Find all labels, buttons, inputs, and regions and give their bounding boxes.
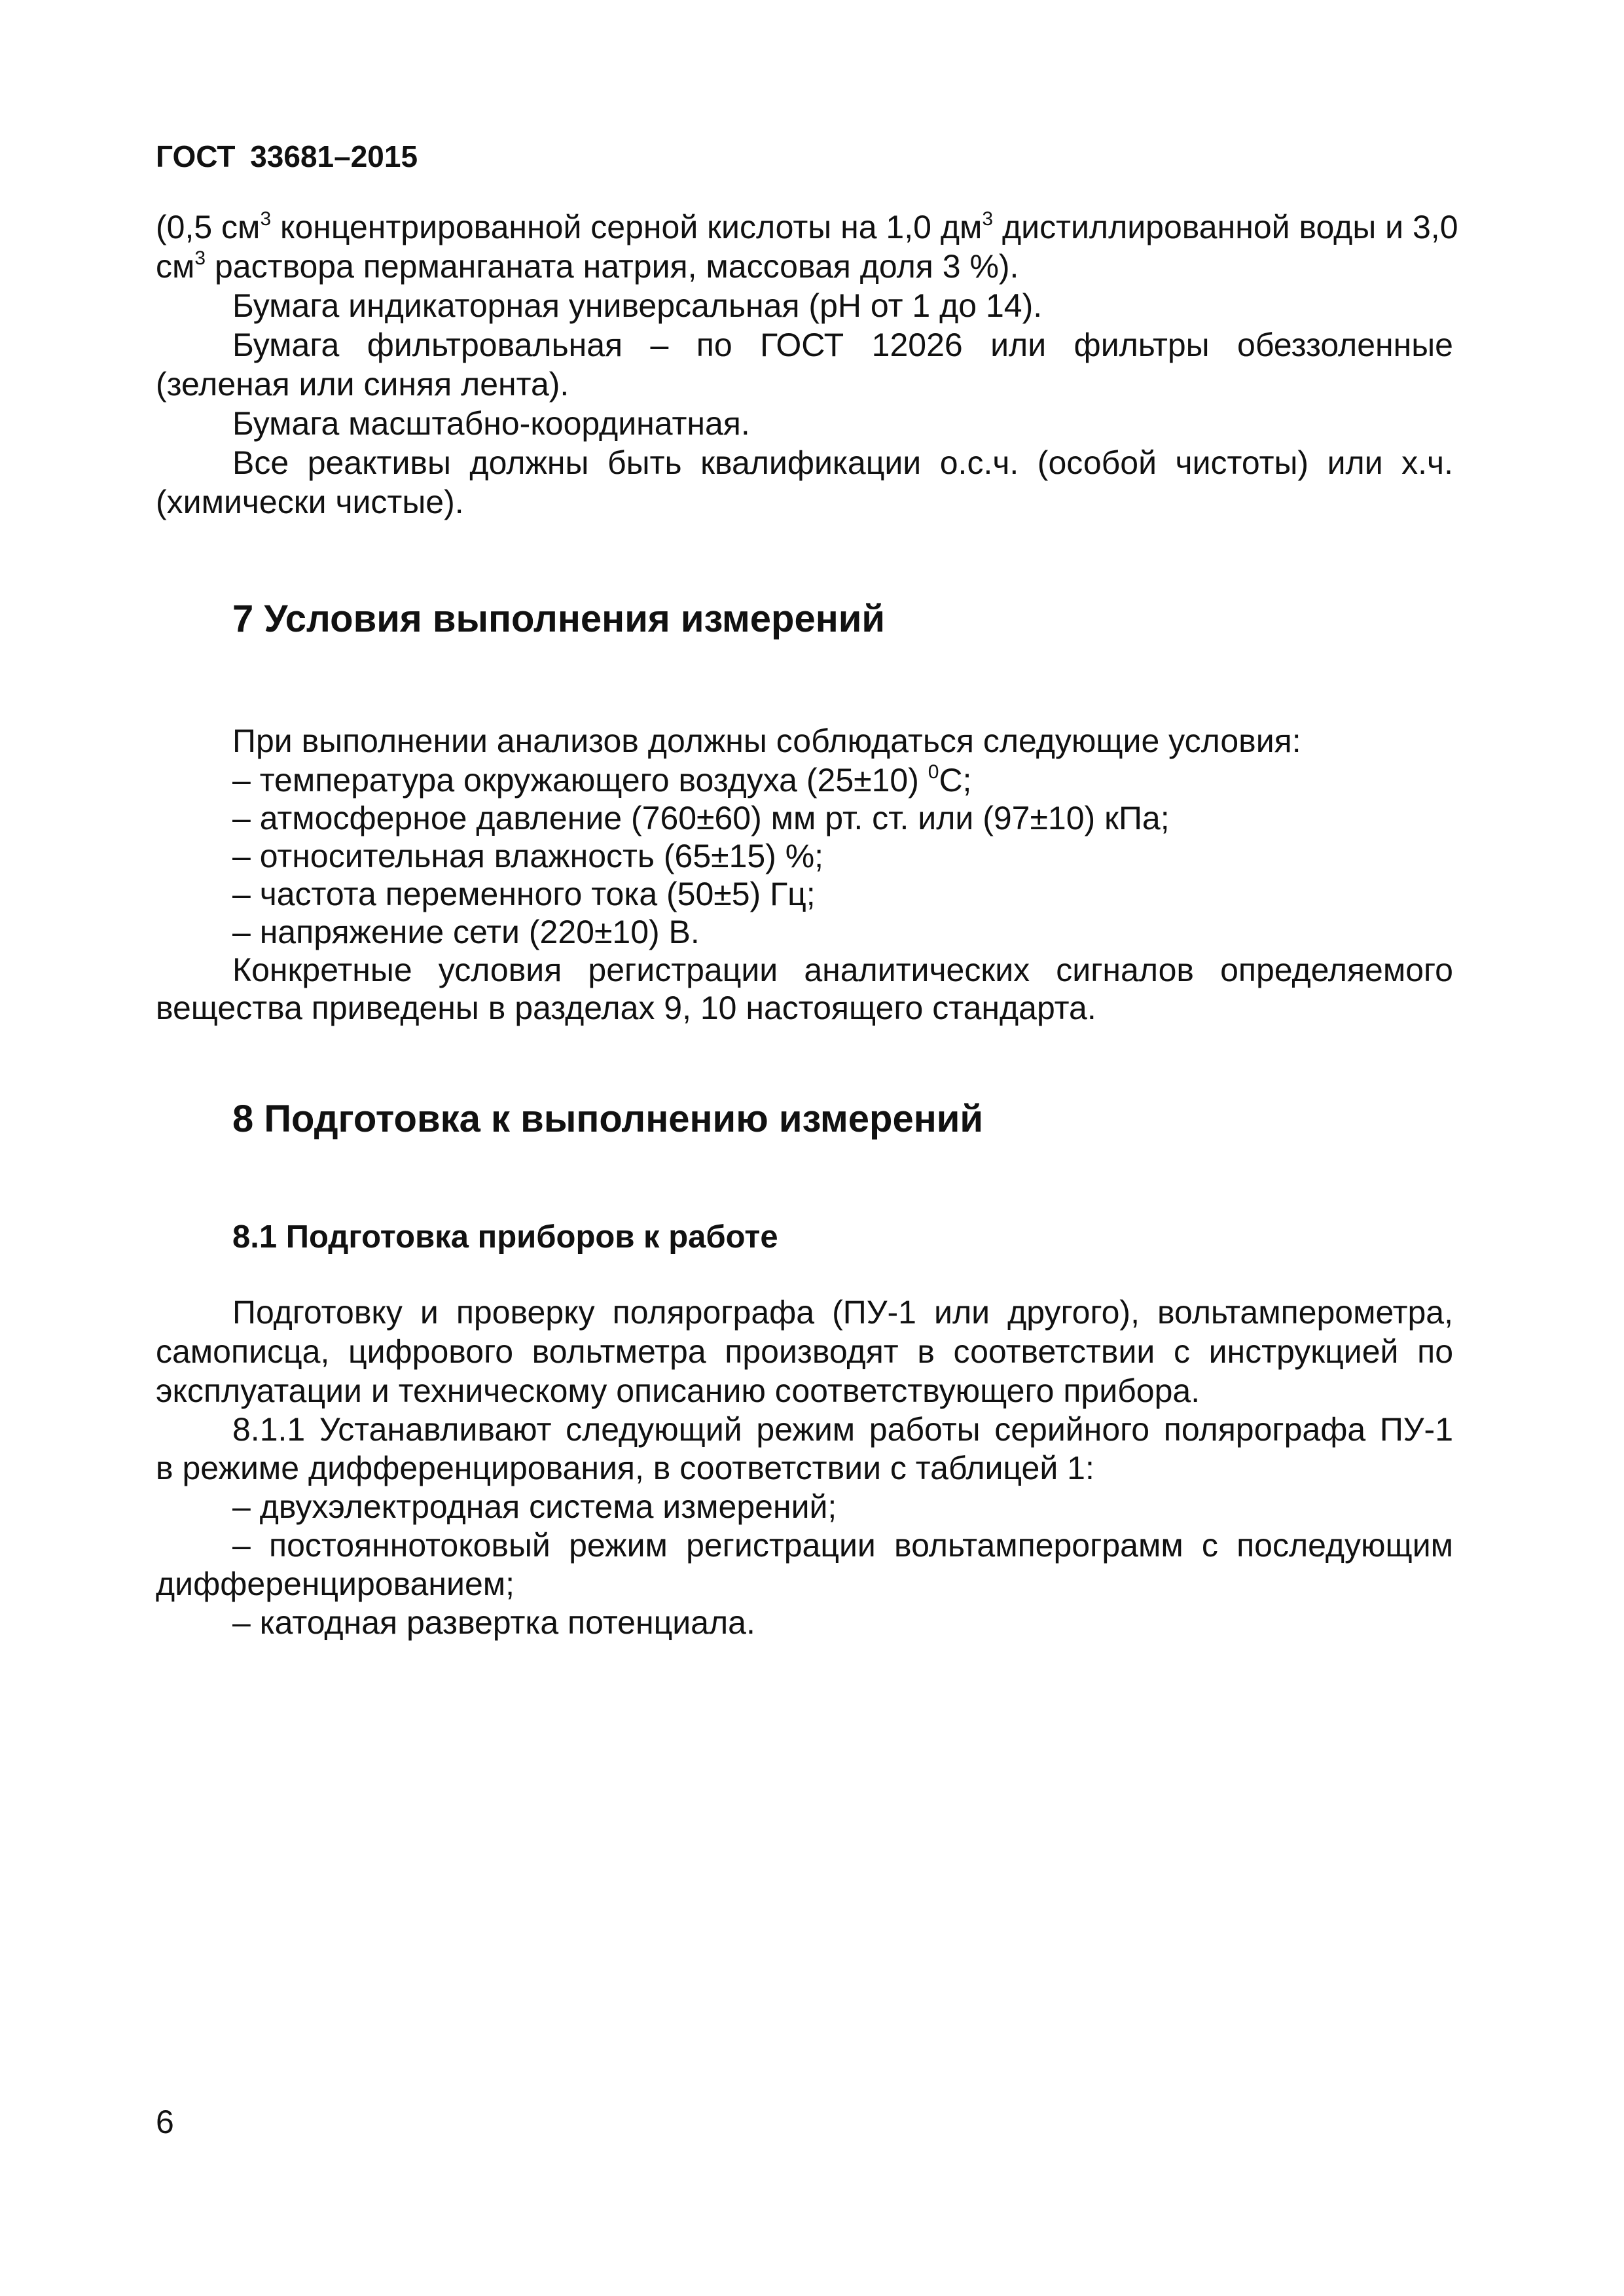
superscript: 3 — [982, 208, 994, 230]
text-line: Конкретные условия регистрации аналитических сигналов определяемого — [232, 952, 1453, 988]
text-line: 8.1.1 Устанавливают следующий режим работы серийного полярографа ПУ-1 — [232, 1411, 1453, 1448]
text-line: самописца, цифрового вольтметра производят в соответствии с инструкцией по — [156, 1333, 1453, 1370]
text-line: Бумага индикаторная универсальная (pH от 1 до 14). — [232, 287, 1043, 324]
text-line: Все реактивы должны быть квалификации о.с.ч. (особой чистоты) или х.ч. — [232, 444, 1453, 481]
text-line: Подготовку и проверку полярографа (ПУ-1 или другого), вольтамперометра, — [232, 1294, 1453, 1331]
page-number: 6 — [156, 2104, 174, 2140]
text-fragment: – температура окружающего воздуха (25±10) — [232, 762, 928, 798]
text-line: (зеленая или синяя лента). — [156, 366, 569, 403]
text-line: Бумага масштабно-координатная. — [232, 405, 750, 442]
text-line: в режиме дифференцирования, в соответствии с таблицей 1: — [156, 1450, 1094, 1486]
text-line: При выполнении анализов должны соблюдаться следующие условия: — [232, 723, 1301, 759]
text-line: (химически чистые). — [156, 484, 464, 520]
superscript: 3 — [260, 208, 272, 230]
text-line: Бумага фильтровальная – по ГОСТ 12026 или фильтры обеззоленные — [232, 327, 1453, 363]
text-line: дифференцированием; — [156, 1566, 515, 1602]
section-7-title: 7 Условия выполнения измерений — [232, 598, 886, 640]
list-item: – катодная развертка потенциала. — [232, 1604, 755, 1641]
text-line — [156, 207, 1458, 247]
list-item: – постояннотоковый режим регистрации вольтамперограмм с последующим — [232, 1527, 1453, 1564]
document-header: ГОСТ 33681–2015 — [156, 139, 418, 173]
list-item — [232, 761, 1453, 800]
list-item: – частота переменного тока (50±5) Гц; — [232, 876, 816, 912]
section-8-title: 8 Подготовка к выполнению измерений — [232, 1098, 984, 1140]
list-item: – относительная влажность (65±15) %; — [232, 838, 824, 874]
text-fragment: С; — [939, 762, 972, 798]
list-item: – атмосферное давление (760±60) мм рт. ст. или (97±10) кПа; — [232, 800, 1170, 836]
text-fragment: (0,5 см — [156, 209, 261, 245]
text-fragment: см — [156, 248, 195, 285]
text-line: эксплуатации и техническому описанию соответствующего прибора. — [156, 1372, 1200, 1409]
superscript: 3 — [194, 247, 206, 269]
text-line: вещества приведены в разделах 9, 10 настоящего стандарта. — [156, 990, 1096, 1026]
superscript: 0 — [928, 761, 939, 783]
text-fragment: дистиллированной воды и 3,0 — [993, 209, 1458, 245]
text-fragment: раствора перманганата натрия, массовая доля 3 %). — [206, 248, 1019, 285]
text-line — [156, 247, 1453, 286]
subsection-8-1-title: 8.1 Подготовка приборов к работе — [232, 1219, 778, 1255]
list-item: – двухэлектродная система измерений; — [232, 1488, 837, 1525]
list-item: – напряжение сети (220±10) В. — [232, 914, 700, 950]
text-fragment: концентрированной серной кислоты на 1,0 дм — [271, 209, 983, 245]
